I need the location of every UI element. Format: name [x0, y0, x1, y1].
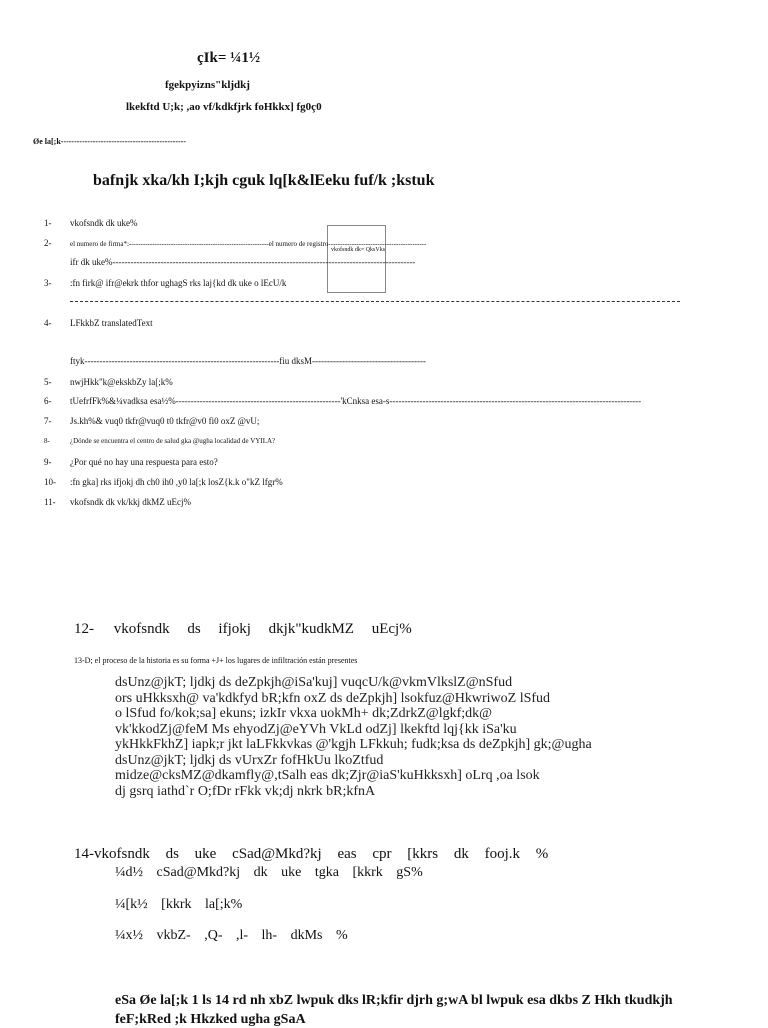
field-category: Js.kh%& vuq0 tkfr@vuq0 t0 tkfr@v0 fi0 oxZ @vU;	[70, 416, 260, 426]
field-number: 3-	[44, 278, 52, 288]
item13-line: o lSfud fo/kok;sa] ekuns; izkIr vkxa uokMh+ dk;ZdrkZ@lgkf;dk@	[115, 706, 493, 721]
field-bpl-number: :fn gka] rks ifjokj dh ch0 ih0 ,y0 la[;k losZ{k.k o"kZ lfgr%	[70, 477, 283, 487]
item13-line: vk'kkodZj@feM Ms ehyodZj@eYVh VkLd odZj] lkekftd lqj{kk iSa'ku	[115, 721, 517, 737]
item14-bank-name: ¼d½ cSad@Mkd?kj dk uke tgka [kkrk gS%	[115, 865, 423, 880]
field-row	[44, 497, 724, 507]
declaration-line-2: feF;kRed ;k Hkzked ugha gSaA	[115, 1012, 306, 1027]
dashed-divider	[70, 295, 680, 302]
item13-line: dsUnz@jkT; ljdkj ds deZpkjh@iSa'kuj] vuqcU/k@vkmVlkslZ@nSfud	[115, 675, 513, 690]
field-number: 7-	[44, 416, 52, 426]
field-row	[44, 477, 724, 487]
field-row	[44, 396, 734, 406]
field-number: 9-	[44, 457, 52, 467]
field-applicant-name: vkofsndk dk uke%	[70, 218, 138, 228]
field-row	[44, 416, 724, 426]
field-number: 11-	[44, 497, 56, 507]
field-district-pincode: ftyk-----------------------------------------------------------------fiu dksM--------------------------------------	[70, 356, 426, 366]
field-guardian-name: :fn firk@ ifr@ekrk thfor ughagS rks laj{kd dk uke o lEcU/k	[70, 278, 287, 288]
item14-account-number: ¼[k½ [kkrk la[;k%	[115, 897, 243, 912]
field-row	[44, 377, 724, 387]
form-title: bafnjk xka/kh I;kjh cguk lq[k&lEeku fuf/k ;kstuk	[93, 172, 435, 189]
item13-lead: 13-D; el proceso de la historia es su forma +J+ los lugares de infiltración están presentes	[74, 656, 358, 665]
field-row	[70, 257, 425, 267]
field-number: 2-	[44, 238, 52, 248]
item13-paragraph	[115, 675, 675, 799]
item14-bank-details: 14-vkofsndk ds uke cSad@Mkd?kj eas cpr [kkrs dk fooj.k %	[74, 846, 549, 862]
field-signature-number: el numero de firma*:------------------------------------------------------------el numero de registro------------------------------------------	[70, 240, 427, 248]
field-question: ¿Por qué no hay una respuesta para esto?	[70, 457, 218, 467]
field-health-center: ¿Dónde se encuentra el centro de salud gka @ugha localidad de VYILA?	[70, 437, 276, 445]
field-row	[44, 437, 724, 445]
item14-ifsc-code: ¼x½ vkbZ- ,Q- ,l- lh- dkMs %	[115, 928, 348, 943]
reference-number-line: Øe la[;k-----------------------------------------------	[33, 137, 186, 146]
field-row	[70, 356, 490, 366]
item12-ration-card: vkofsndk ds ifjokj dkjk"kudkMZ uEcj%	[113, 621, 412, 637]
field-phone-mobile: nwjHkk"k@ekskbZy la[;k%	[70, 377, 173, 387]
page-subtitle: fgekpyizns"kljdkj	[165, 79, 250, 91]
field-row	[44, 318, 724, 328]
organization-line: lkekftd U;k; ,ao vf/kdkfjrk foHkkx] fg0ç0	[126, 101, 322, 113]
item13-line: dsUnz@jkT; ljdkj ds vUrxZr fofHkUu lkoZtfud	[115, 752, 384, 768]
field-row	[44, 218, 724, 228]
field-number: 1-	[44, 218, 52, 228]
declaration-line-1: eSa Øe la[;k 1 ls 14 rd nh xbZ lwpuk dks lR;kfir djrh g;wA bl lwpuk esa dkbs Z Hkh tkudkjh	[115, 993, 673, 1008]
field-row	[44, 278, 724, 288]
field-number: 8-	[44, 437, 50, 445]
field-number: 6-	[44, 396, 52, 406]
field-number: 5-	[44, 377, 52, 387]
item13-line: ors uHkksxh@ va'kdkfyd bR;kfn oxZ ds deZpkjh] lsokfuz@HkwriwoZ lSfud	[115, 690, 551, 706]
field-row	[44, 457, 724, 467]
field-row	[44, 238, 604, 248]
field-aadhaar-number: vkofsndk dk vk/kkj dkMZ uEcj%	[70, 497, 191, 507]
field-spouse-name: ifr dk uke%-----------------------------------------------------------------------------------------------------	[70, 257, 416, 267]
item13-line: ykHkkFkhZ] iapk;r jkt laLFkkvkas @'kgjh LFkkuh; fudk;ksa ds deZpkjh] gk;@ugha	[115, 737, 592, 752]
item13-line: midze@cksMZ@dkamfly@,tSalh eas dk;Zjr@iaS'kuHkksxh] oLrq ,oa lsok	[115, 768, 540, 783]
field-number: 10-	[44, 477, 56, 487]
field-date-of-birth: tUefrfFk%&¼vadksa esa½%-------------------------------------------------------'kCnksa esa-s------------------------------------------------------------------------------------	[70, 396, 642, 406]
item12-number: 12-	[74, 621, 94, 637]
item12-row	[74, 621, 412, 638]
field-permanent-address: LFkkbZ translatedText	[70, 318, 153, 328]
item13-line: dj gsrq iathd`r O;fDr rFkk vk;dj nkrk bR;kfnA	[115, 783, 376, 799]
page-title: çIk= ¼1½	[197, 50, 261, 66]
field-number: 4-	[44, 318, 52, 328]
photo-box-label: vkofsndk dk= QksVks	[331, 247, 386, 253]
